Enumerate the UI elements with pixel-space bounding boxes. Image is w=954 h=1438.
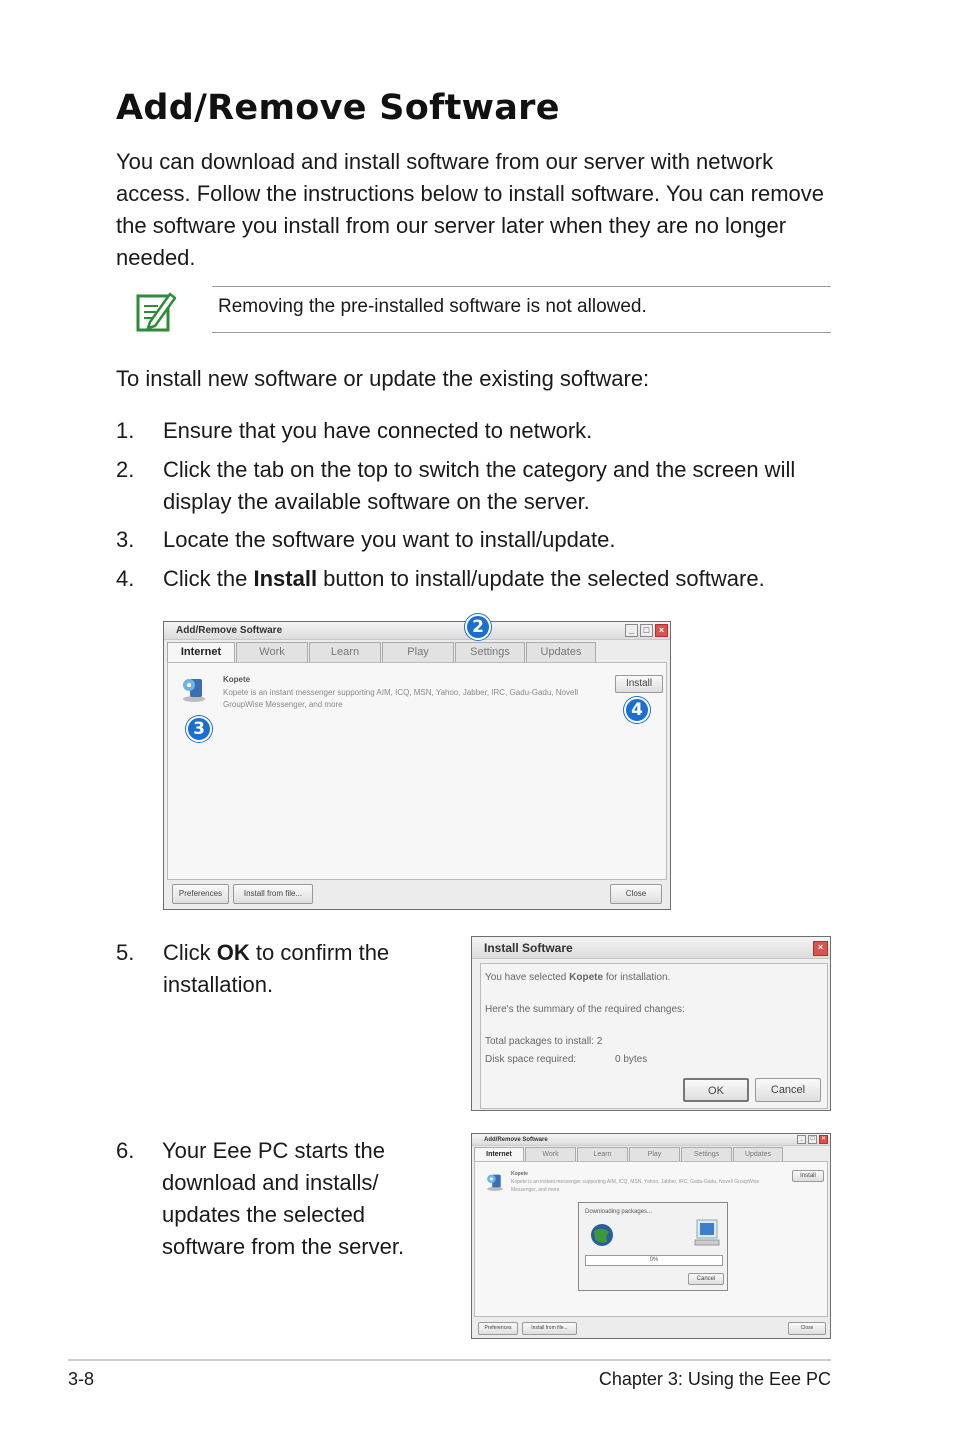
- software-list-panel: [474, 1161, 828, 1317]
- install-from-file-button[interactable]: Install from file...: [233, 884, 313, 904]
- app-name: Kopete: [511, 1171, 528, 1177]
- ok-keyword: OK: [216, 940, 250, 965]
- selected-post: for installation.: [603, 972, 671, 983]
- preferences-button[interactable]: Preferences: [172, 884, 229, 904]
- computer-icon: [691, 1218, 721, 1248]
- step-text: [163, 563, 833, 595]
- maximize-icon[interactable]: □: [808, 1135, 817, 1144]
- install-button[interactable]: Install: [615, 675, 663, 693]
- step-number: 2.: [116, 457, 135, 482]
- close-icon[interactable]: ×: [813, 941, 828, 956]
- window-title: Add/Remove Software: [484, 1137, 548, 1143]
- step-number: 3.: [116, 527, 135, 552]
- callout-badge-3: 3: [186, 716, 212, 742]
- chapter-title: Chapter 3: Using the Eee PC: [598, 1369, 831, 1389]
- cancel-button[interactable]: Cancel: [755, 1078, 821, 1102]
- dialog-line-disk-label: Disk space required:: [485, 1054, 577, 1065]
- step-text: [163, 937, 423, 1001]
- category-tabs: [474, 1147, 784, 1161]
- step-text-pre: Click the: [163, 566, 254, 591]
- note-text: Removing the pre-installed software is not allowed.: [218, 296, 647, 317]
- tab-internet[interactable]: Internet: [167, 642, 235, 662]
- dialog-line-disk-value: 0 bytes: [615, 1054, 648, 1065]
- note-rule-top: [212, 286, 831, 287]
- page-title: Add/Remove Software: [116, 88, 560, 128]
- kopete-icon: [180, 673, 208, 708]
- step-text: Ensure that you have connected to network.: [163, 418, 593, 443]
- note-box: [116, 286, 831, 333]
- downloading-title: Downloading packages...: [585, 1209, 653, 1215]
- step-number: 6.: [116, 1138, 135, 1163]
- software-list-panel: [167, 662, 667, 880]
- step-number: 5.: [116, 940, 135, 965]
- maximize-icon[interactable]: □: [640, 624, 653, 637]
- step-text: Click the tab on the top to switch the category and the screen will display the available software on the server.: [163, 457, 796, 514]
- step-text-post: to confirm the installation.: [163, 940, 390, 997]
- callout-badge-2: 2: [465, 614, 491, 640]
- app-description: Kopete is an instant messenger supporting AIM, ICQ, MSN, Yahoo, Jabber, IRC, Gadu-Gadu, Novell GroupWise Messenger, and more: [511, 1179, 760, 1193]
- install-button[interactable]: Install: [792, 1170, 824, 1182]
- tab-learn[interactable]: Learn: [577, 1147, 628, 1161]
- kopete-icon: [485, 1170, 505, 1197]
- tab-settings[interactable]: Settings: [455, 642, 525, 662]
- cancel-download-button[interactable]: Cancel: [688, 1273, 724, 1285]
- dialog-line-summary: Here's the summary of the required changes:: [485, 1004, 685, 1015]
- selected-pre: You have selected: [485, 972, 570, 983]
- tab-work[interactable]: Work: [525, 1147, 576, 1161]
- ok-button[interactable]: OK: [683, 1078, 749, 1102]
- dialog-body: [480, 963, 828, 1109]
- progress-label: 0%: [649, 1257, 659, 1263]
- install-from-file-button[interactable]: Install from file...: [522, 1322, 577, 1335]
- preferences-button[interactable]: Preferences: [478, 1322, 518, 1335]
- tab-play[interactable]: Play: [382, 642, 454, 662]
- downloading-dialog: [578, 1202, 728, 1291]
- lead-text: To install new software or update the existing software:: [116, 366, 650, 391]
- callout-badge-4: 4: [624, 697, 650, 723]
- note-pencil-icon: [136, 288, 176, 332]
- app-name: Kopete: [223, 675, 251, 684]
- step-number: 4.: [116, 566, 135, 591]
- app-description: Kopete is an instant messenger supporting AIM, ICQ, MSN, Yahoo, Jabber, IRC, Gadu-Gadu, Novell GroupWise Messenger, and more: [223, 688, 578, 709]
- category-tabs: [167, 642, 597, 662]
- add-remove-window: [163, 621, 671, 910]
- note-rule-bottom: [212, 332, 831, 333]
- step-text: Locate the software you want to install/update.: [163, 527, 616, 552]
- footer-rule: [68, 1359, 831, 1361]
- globe-icon: [589, 1222, 615, 1248]
- step-text-pre: Click: [163, 940, 217, 965]
- close-icon[interactable]: ×: [655, 624, 668, 637]
- step-text-post: button to install/update the selected software.: [317, 566, 765, 591]
- dialog-title: Install Software: [484, 941, 573, 955]
- close-icon[interactable]: ×: [819, 1135, 828, 1144]
- step-number: 1.: [116, 418, 135, 443]
- selected-app: Kopete: [569, 972, 604, 983]
- dialog-line-packages: Total packages to install: 2: [485, 1036, 603, 1047]
- dialog-titlebar: [472, 937, 830, 959]
- minimize-icon[interactable]: _: [625, 624, 638, 637]
- close-button[interactable]: Close: [788, 1322, 826, 1335]
- tab-work[interactable]: Work: [236, 642, 308, 662]
- install-keyword: Install: [253, 566, 318, 591]
- install-software-dialog: [471, 936, 831, 1111]
- window-titlebar: [164, 622, 670, 640]
- tab-learn[interactable]: Learn: [309, 642, 381, 662]
- tab-settings[interactable]: Settings: [681, 1147, 732, 1161]
- window-title: Add/Remove Software: [176, 625, 283, 636]
- download-progress-bar: [585, 1255, 723, 1266]
- window-titlebar: [472, 1134, 830, 1146]
- tab-play[interactable]: Play: [629, 1147, 680, 1161]
- close-button[interactable]: Close: [610, 884, 662, 904]
- tab-internet[interactable]: Internet: [474, 1147, 524, 1161]
- step-text: Your Eee PC starts the download and installs/ updates the selected software from the server.: [162, 1138, 405, 1259]
- page-number: 3-8: [68, 1369, 95, 1389]
- intro-paragraph: You can download and install software from our server with network access. Follow the instructions below to install software. You can remove the software you install from our server later when they are no longer needed.: [116, 149, 825, 270]
- minimize-icon[interactable]: _: [797, 1135, 806, 1144]
- tab-updates[interactable]: Updates: [733, 1147, 783, 1161]
- tab-updates[interactable]: Updates: [526, 642, 596, 662]
- downloading-window: [471, 1133, 831, 1339]
- dialog-line-selected: [485, 972, 670, 983]
